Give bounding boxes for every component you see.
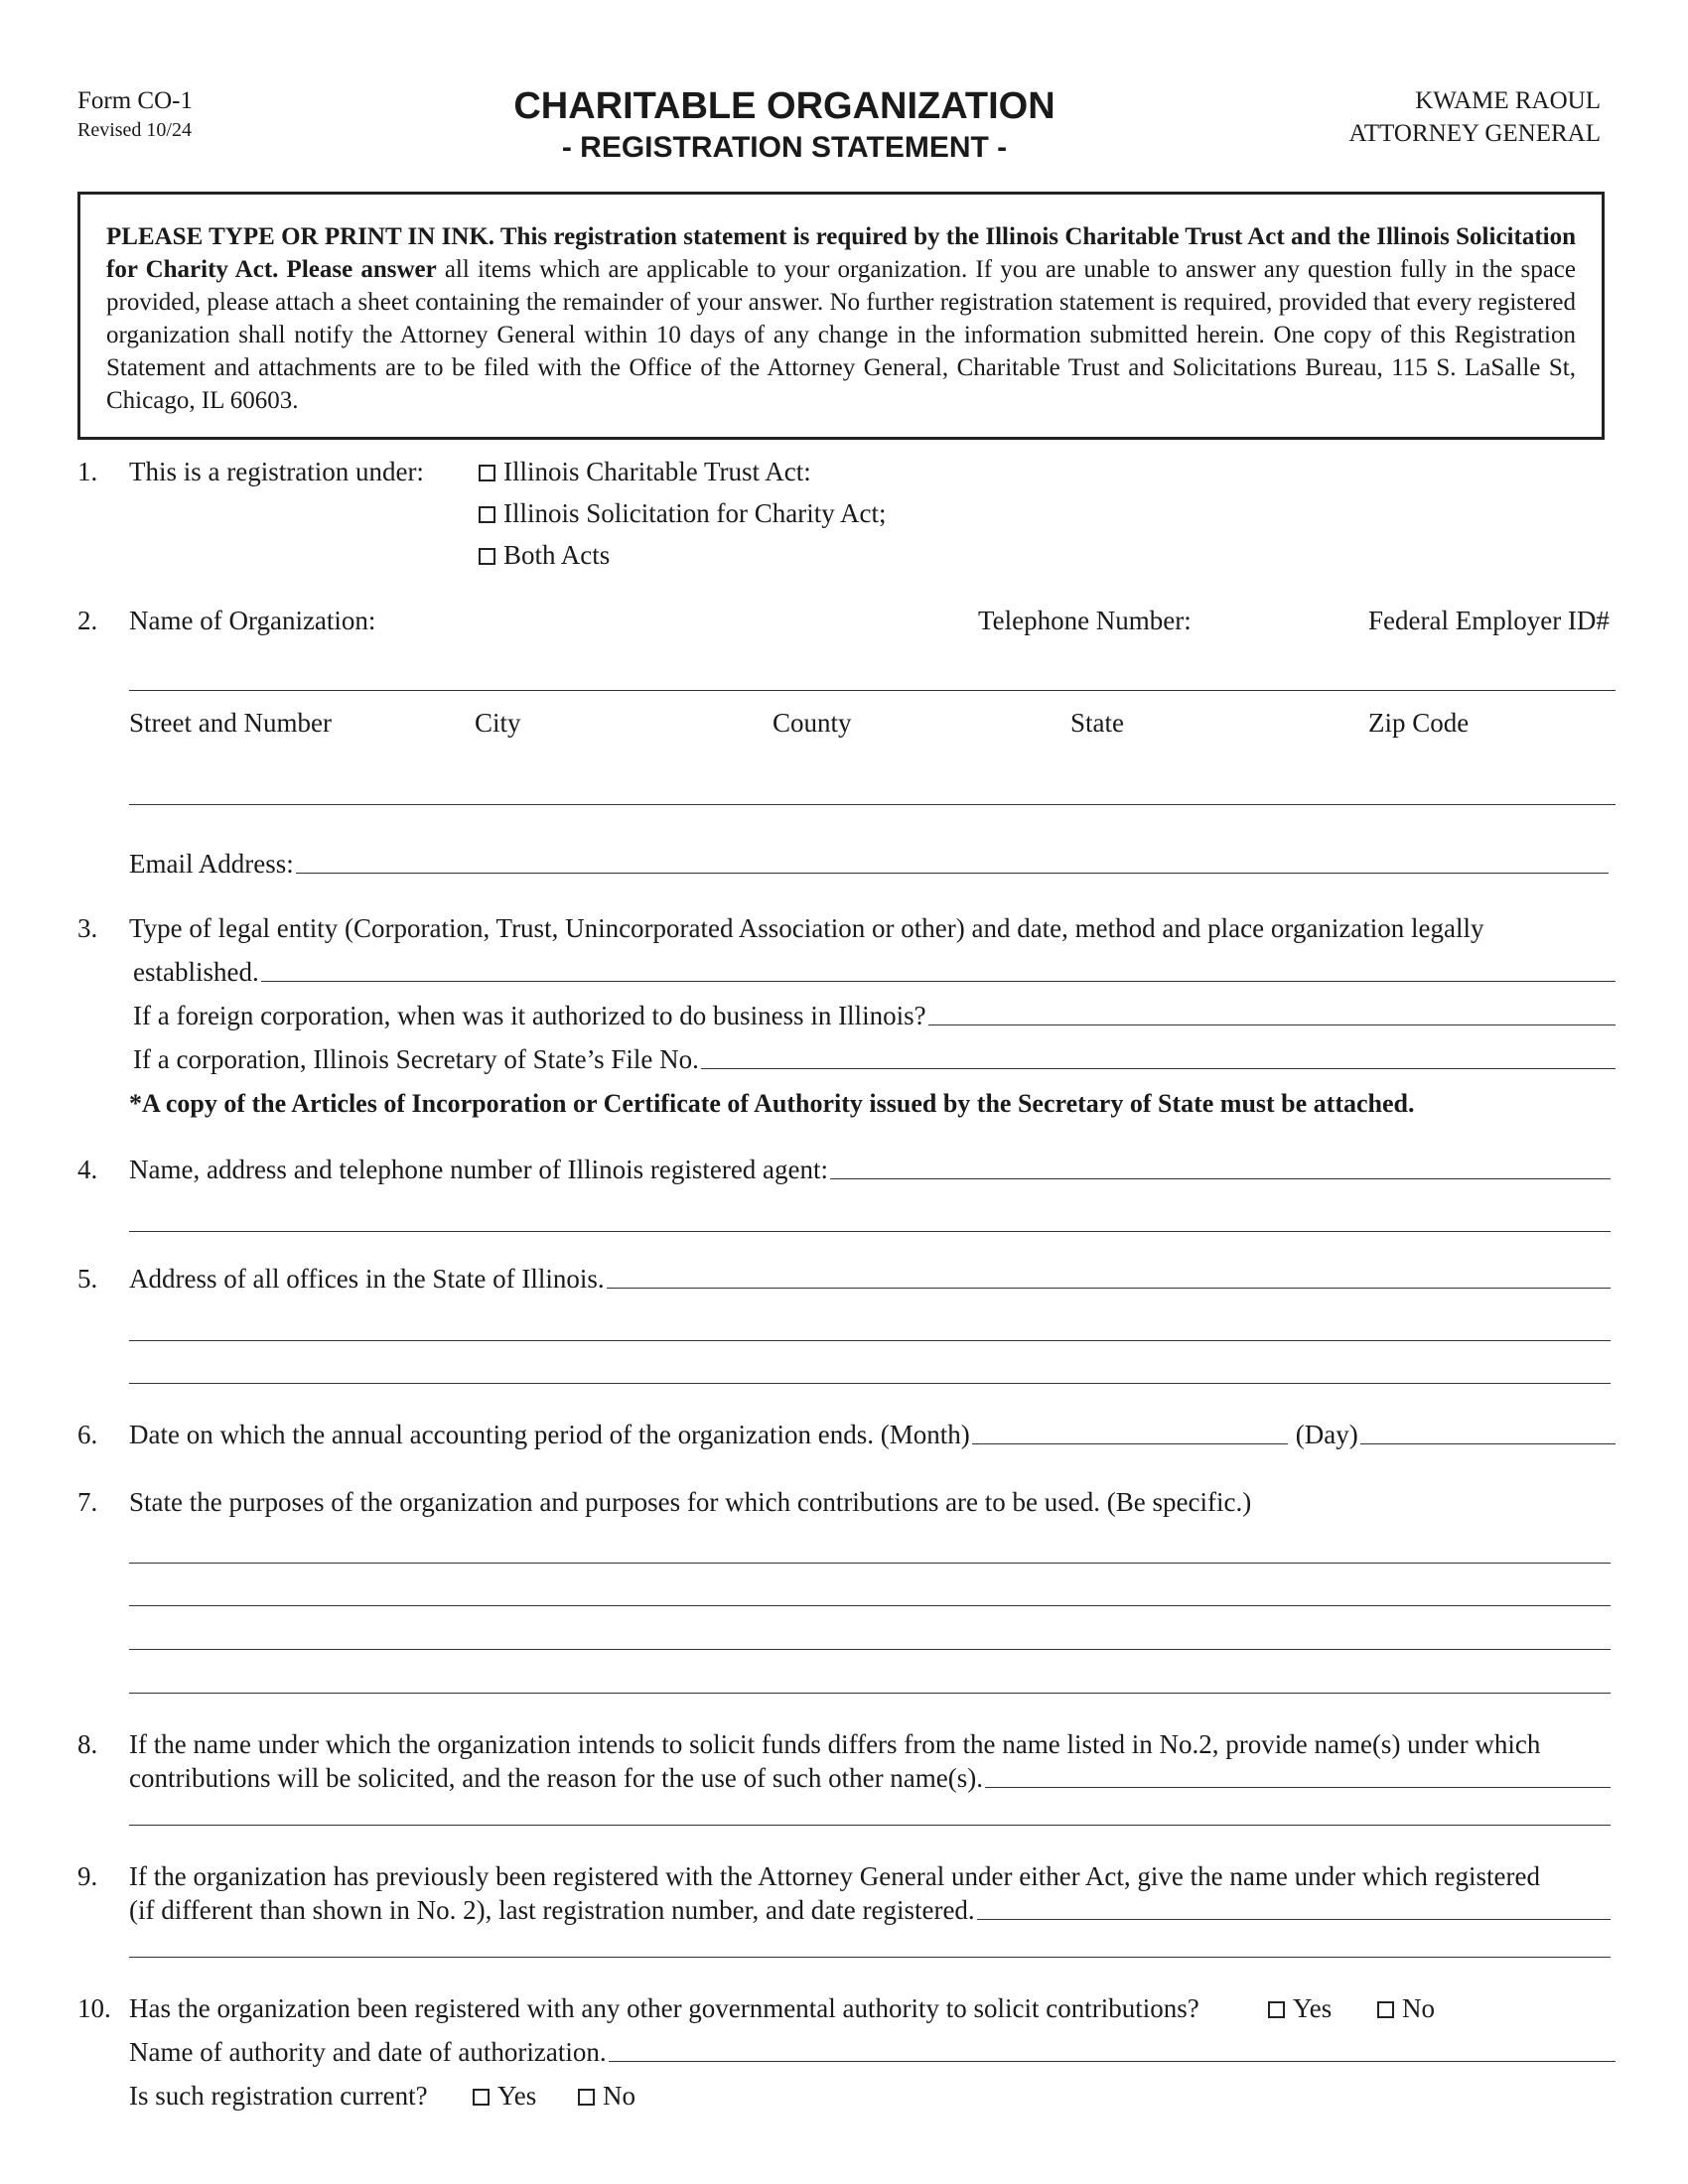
offices-field-line-2[interactable] bbox=[129, 1340, 1611, 1341]
registration-current-label: Is such registration current? bbox=[129, 2081, 428, 2111]
instructions-text: all items which are applicable to your organization. If you are unable to answer any question fully in the space provided, please attach a sheet containing the remainder of your answer. No further registration statement is required, provided that every registered organization shall notify the Attorney General within 10 days of any change in the information submitted herein. One copy of this Registration Statement and attachments are to be filed with the Office of the Attorney General, Charitable Trust and Solicitations Bureau, 115 S. LaSalle St, Chicago, IL 60603. bbox=[106, 256, 1576, 414]
prior-registration-label: If the organization has previously been registered with the Attorney General under either Act, give the name under which registered bbox=[129, 1861, 1541, 1891]
foreign-corp-field[interactable] bbox=[928, 1024, 1616, 1025]
org-name-label: Name of Organization: bbox=[129, 606, 376, 635]
fiscal-month-field[interactable] bbox=[972, 1443, 1288, 1444]
purposes-field-line-3[interactable] bbox=[129, 1649, 1611, 1650]
checkbox[interactable] bbox=[479, 465, 495, 481]
foreign-corp-label: If a foreign corporation, when was it authorized to do business in Illinois? bbox=[133, 1001, 926, 1030]
q1-number: 1. bbox=[77, 457, 98, 486]
fiscal-day-label: (Day) bbox=[1295, 1420, 1358, 1449]
email-label: Email Address: bbox=[129, 849, 294, 879]
checkbox[interactable] bbox=[473, 2089, 490, 2106]
q6-row bbox=[129, 1420, 1616, 1450]
agent-field[interactable] bbox=[830, 1178, 1611, 1179]
other-authority-label: Has the organization been registered with any other governmental authority to solicit contributions? bbox=[129, 1993, 1199, 2023]
registration-current-yes[interactable]: Yes bbox=[473, 2081, 536, 2112]
email-field[interactable] bbox=[296, 873, 1609, 874]
sos-file-label: If a corporation, Illinois Secretary of State’s File No. bbox=[133, 1044, 699, 1074]
prior-registration-label-2: (if different than shown in No. 2), last registration number, and date registered. bbox=[129, 1895, 975, 1925]
purposes-field-line-2[interactable] bbox=[129, 1605, 1611, 1606]
other-names-label: If the name under which the organization intends to solicit funds differs from the name listed in No.2, provide name(s) under which bbox=[129, 1729, 1541, 1759]
q3-number: 3. bbox=[77, 913, 98, 943]
fein-label: Federal Employer ID# bbox=[1368, 606, 1610, 635]
street-label: Street and Number bbox=[129, 708, 332, 738]
q8-row bbox=[129, 1763, 1611, 1794]
q6-number: 6. bbox=[77, 1420, 98, 1449]
checkbox[interactable] bbox=[479, 506, 495, 523]
q1-label: This is a registration under: bbox=[129, 457, 424, 486]
fiscal-day-field[interactable] bbox=[1360, 1443, 1616, 1444]
established-field[interactable] bbox=[261, 981, 1616, 982]
instructions-bold: PLEASE TYPE OR PRINT IN INK. This registration statement is required by the Illinois Charitable Trust Act and the Illinois Solicitation for Charity Act. Please answer bbox=[106, 223, 1576, 283]
ag-title: ATTORNEY GENERAL bbox=[1348, 120, 1601, 147]
authority-name-field[interactable] bbox=[609, 2061, 1616, 2062]
checkbox[interactable] bbox=[1377, 2001, 1394, 2018]
address-field[interactable] bbox=[129, 804, 1616, 805]
agent-field-line-2[interactable] bbox=[129, 1231, 1611, 1232]
checkbox[interactable] bbox=[1268, 2001, 1285, 2018]
other-authority-yes[interactable]: Yes bbox=[1268, 1993, 1332, 2024]
articles-note: *A copy of the Articles of Incorporation or Certificate of Authority issued by the Secretary of State must be attached. bbox=[129, 1089, 1415, 1118]
offices-label: Address of all offices in the State of Illinois. bbox=[129, 1264, 605, 1294]
page-title: CHARITABLE ORGANIZATION bbox=[513, 85, 1055, 127]
q8-number: 8. bbox=[77, 1729, 98, 1759]
other-authority-no[interactable]: No bbox=[1377, 1993, 1435, 2024]
q1-option-solicitation[interactable]: Illinois Solicitation for Charity Act; bbox=[479, 498, 886, 529]
other-names-field[interactable] bbox=[985, 1787, 1611, 1788]
q3-label: Type of legal entity (Corporation, Trust, Unincorporated Association or other) and date, method and place organization legally bbox=[129, 913, 1484, 943]
purposes-field-line-1[interactable] bbox=[129, 1563, 1611, 1564]
q10-authority-row bbox=[129, 2037, 1616, 2068]
checkbox[interactable] bbox=[479, 548, 495, 565]
q5-number: 5. bbox=[77, 1264, 98, 1294]
offices-field-line-3[interactable] bbox=[129, 1383, 1611, 1384]
q10-number: 10. bbox=[77, 1993, 111, 2023]
q9-row bbox=[129, 1895, 1611, 1926]
q7-number: 7. bbox=[77, 1487, 98, 1517]
email-row bbox=[129, 849, 1609, 880]
form-id: Form CO-1 bbox=[77, 87, 193, 114]
zip-label: Zip Code bbox=[1368, 708, 1470, 738]
registration-current-no[interactable]: No bbox=[578, 2081, 635, 2112]
purposes-field-line-4[interactable] bbox=[129, 1693, 1611, 1694]
state-label: State bbox=[1070, 708, 1124, 738]
purposes-label: State the purposes of the organization and purposes for which contributions are to be used. (Be specific.) bbox=[129, 1487, 1252, 1517]
q4-row bbox=[129, 1155, 1611, 1185]
agent-label: Name, address and telephone number of Illinois registered agent: bbox=[129, 1155, 829, 1184]
q5-row bbox=[129, 1264, 1611, 1295]
established-label: established. bbox=[133, 957, 259, 987]
q1-option-charitable-trust[interactable]: Illinois Charitable Trust Act: bbox=[479, 457, 811, 487]
org-name-field[interactable] bbox=[129, 690, 1616, 691]
prior-registration-field[interactable] bbox=[977, 1919, 1611, 1920]
other-names-field-line-2[interactable] bbox=[129, 1825, 1611, 1826]
telephone-label: Telephone Number: bbox=[978, 606, 1192, 635]
page-subtitle: - REGISTRATION STATEMENT - bbox=[561, 131, 1008, 164]
revision-date: Revised 10/24 bbox=[77, 119, 192, 141]
ag-name: KWAME RAOUL bbox=[1415, 87, 1601, 114]
sos-file-field[interactable] bbox=[701, 1068, 1616, 1069]
fiscal-month-label: Date on which the annual accounting period of the organization ends. (Month) bbox=[129, 1420, 970, 1449]
authority-name-label: Name of authority and date of authorization. bbox=[129, 2037, 607, 2067]
prior-registration-field-line-2[interactable] bbox=[129, 1957, 1611, 1958]
q2-number: 2. bbox=[77, 606, 98, 635]
checkbox[interactable] bbox=[578, 2089, 595, 2106]
city-label: City bbox=[475, 708, 521, 738]
instructions-box bbox=[77, 192, 1605, 440]
q3-established-row bbox=[133, 957, 1616, 988]
q4-number: 4. bbox=[77, 1155, 98, 1184]
q9-number: 9. bbox=[77, 1861, 98, 1891]
q3-foreign-row bbox=[133, 1001, 1616, 1031]
q3-sos-row bbox=[133, 1044, 1616, 1075]
q1-option-both[interactable]: Both Acts bbox=[479, 540, 610, 571]
other-names-label-2: contributions will be solicited, and the reason for the use of such other name(s). bbox=[129, 1763, 984, 1793]
county-label: County bbox=[773, 708, 852, 738]
offices-field[interactable] bbox=[607, 1288, 1611, 1289]
